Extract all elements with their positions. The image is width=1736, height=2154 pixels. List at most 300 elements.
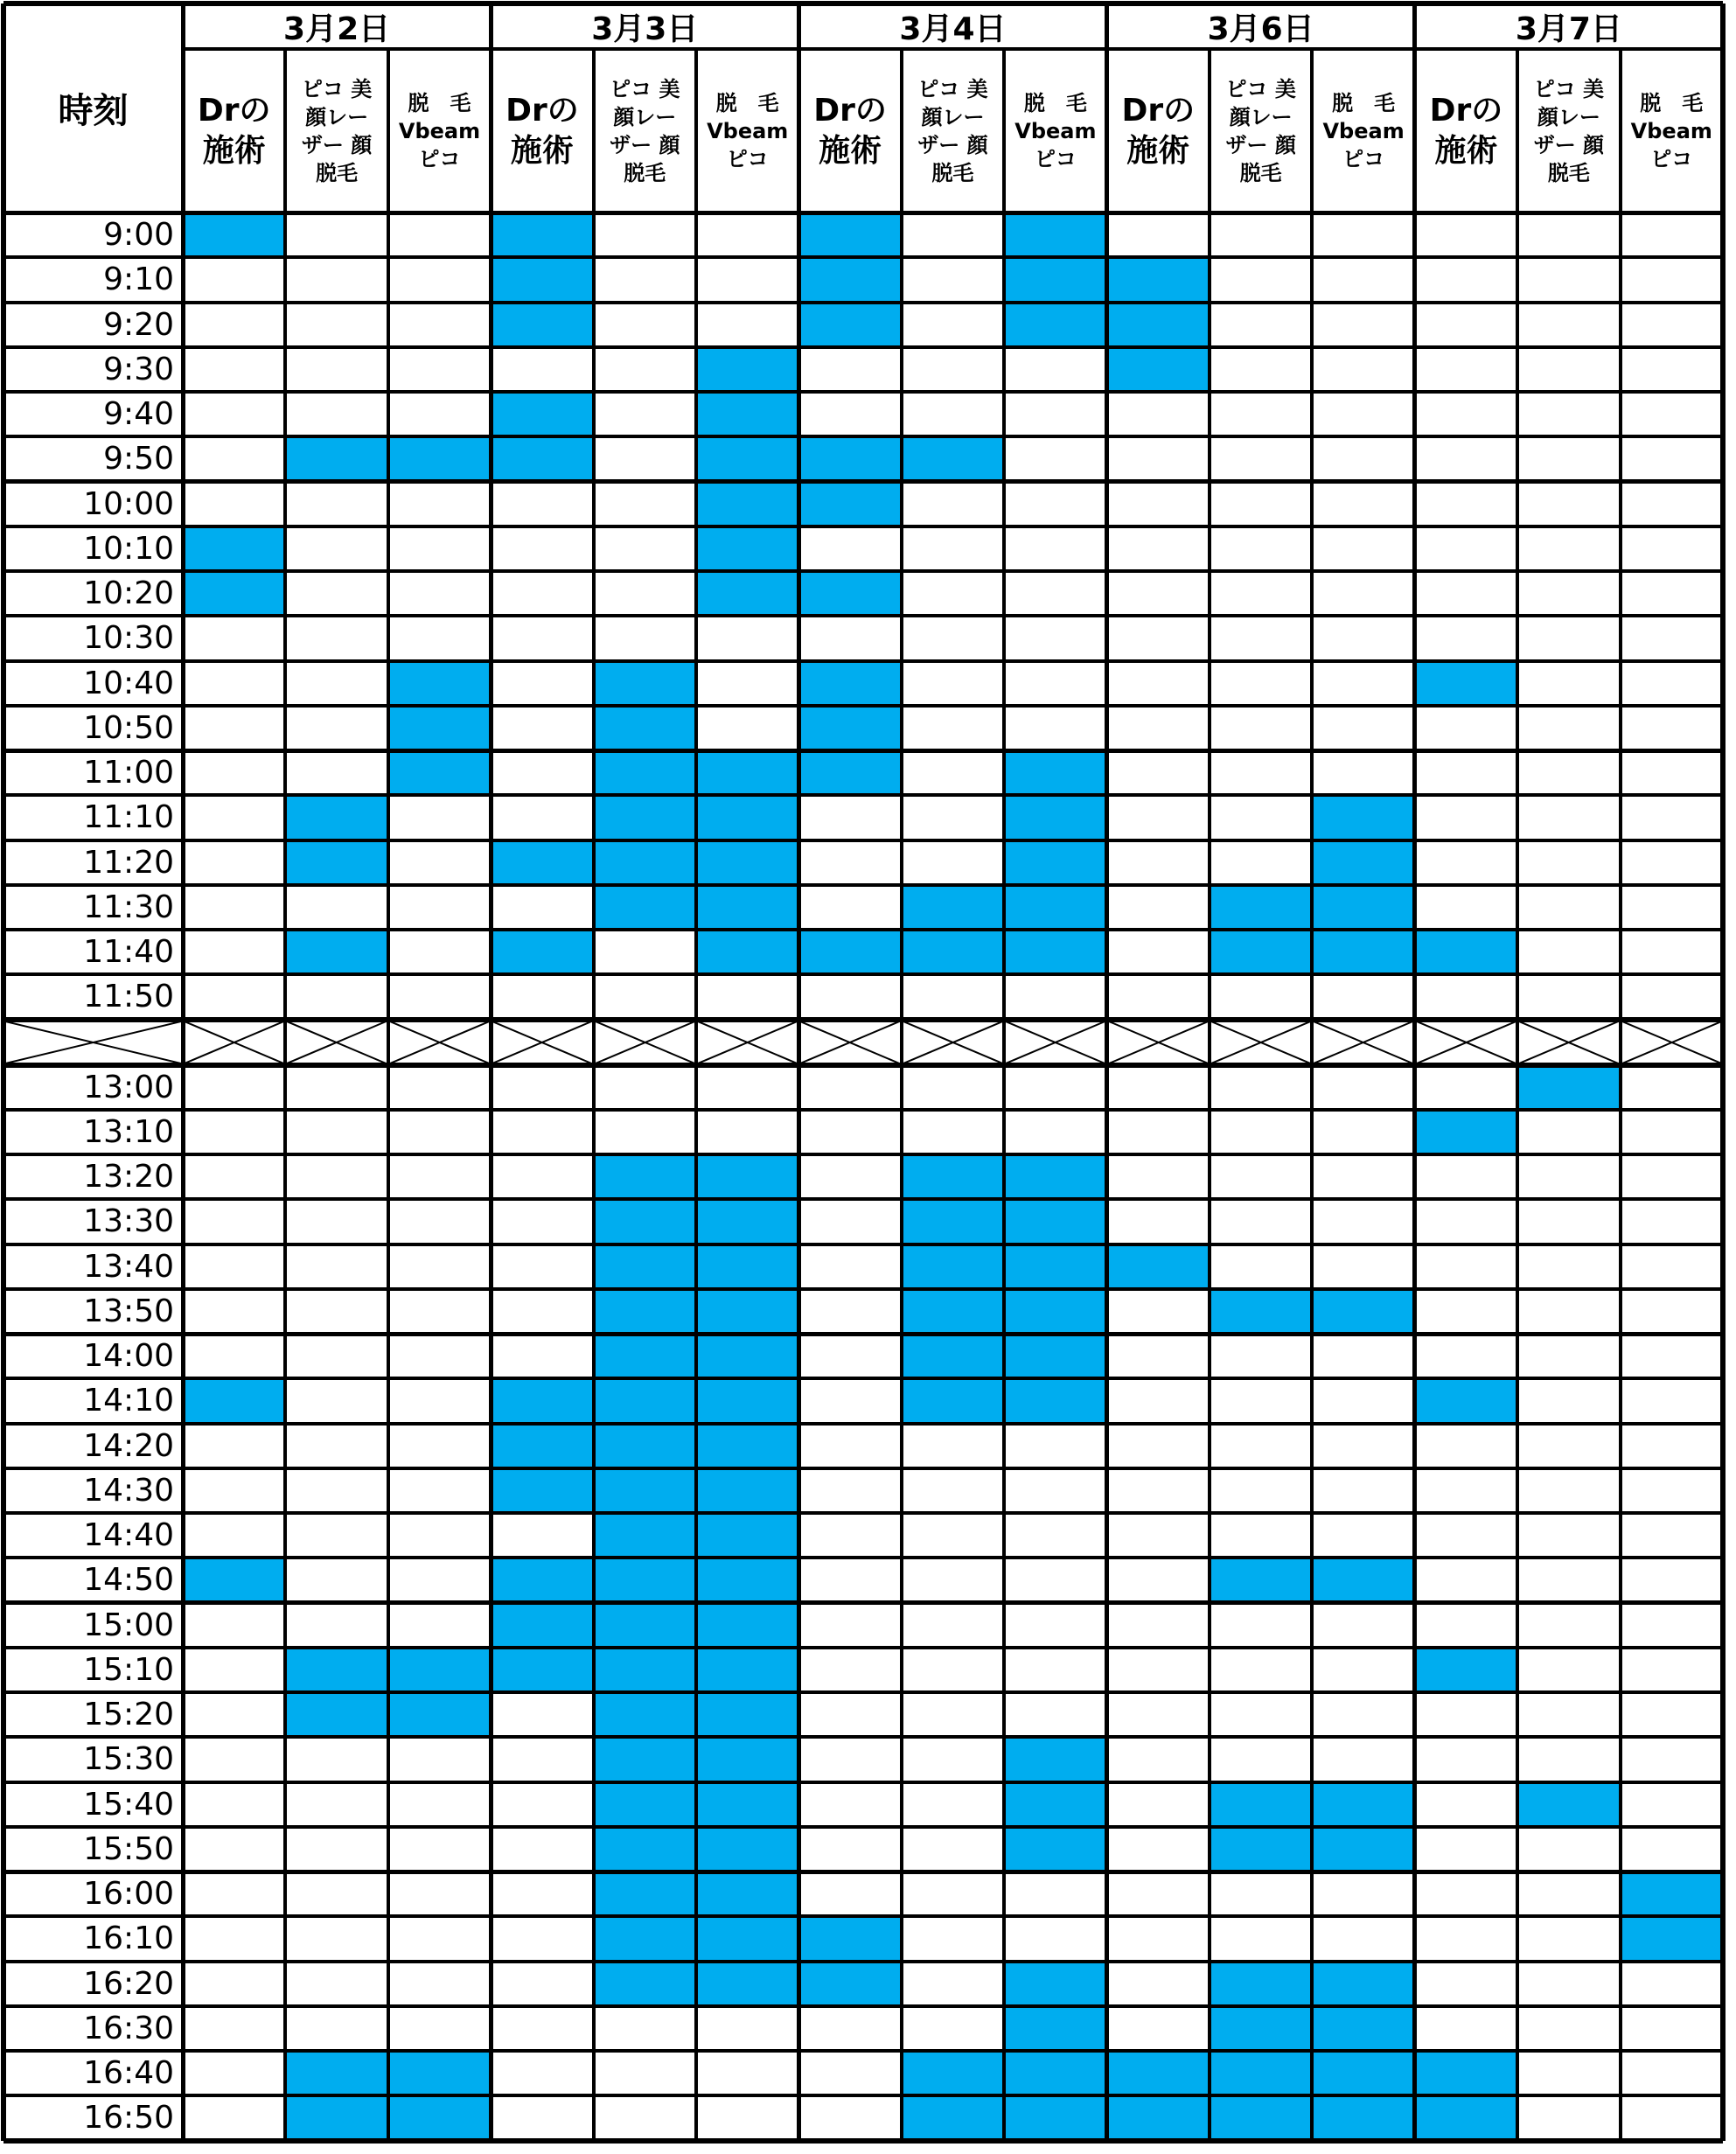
open-slot-cell [285, 1424, 387, 1468]
cross-mark-icon [1314, 1021, 1412, 1063]
booked-slot-cell [1004, 2006, 1106, 2051]
open-slot-cell [491, 795, 593, 840]
booked-slot-cell [1004, 1962, 1106, 2006]
open-slot-cell [491, 571, 593, 616]
date-header: 3月7日 [1415, 3, 1723, 49]
open-slot-cell [1415, 1154, 1517, 1199]
date-header: 3月6日 [1107, 3, 1415, 49]
open-slot-cell [285, 1289, 387, 1334]
open-slot-cell [1312, 1603, 1414, 1648]
open-slot-cell [1621, 303, 1723, 347]
open-slot-cell [1517, 303, 1620, 347]
open-slot-cell [1621, 1424, 1723, 1468]
booked-slot-cell [285, 930, 387, 974]
open-slot-cell [1517, 1692, 1620, 1737]
open-slot-cell [1621, 1199, 1723, 1244]
time-label: 16:20 [3, 1962, 183, 2006]
booked-slot-cell [1004, 1378, 1106, 1423]
booked-slot-cell [285, 1648, 387, 1692]
open-slot-cell [183, 1603, 285, 1648]
booked-slot-cell [1004, 750, 1106, 795]
grid-divider [1105, 3, 1109, 2141]
open-slot-cell [1107, 1782, 1210, 1827]
open-slot-cell [902, 1424, 1004, 1468]
open-slot-cell [696, 257, 798, 302]
open-slot-cell [798, 1603, 901, 1648]
booked-slot-cell [1210, 1782, 1312, 1827]
booked-slot-cell [696, 1827, 798, 1872]
open-slot-cell [1210, 1916, 1312, 1961]
open-slot-cell [1415, 840, 1517, 885]
booked-slot-cell [1312, 2006, 1414, 2051]
open-slot-cell [491, 661, 593, 706]
booked-slot-cell [798, 482, 901, 526]
open-slot-cell [285, 1065, 387, 1110]
booked-slot-cell [1415, 2095, 1517, 2140]
time-label: 11:20 [3, 840, 183, 885]
time-label: 11:50 [3, 974, 183, 1019]
open-slot-cell [1004, 1110, 1106, 1154]
open-slot-cell [1415, 1289, 1517, 1334]
open-slot-cell [1517, 1468, 1620, 1513]
cross-mark-icon [5, 1021, 181, 1063]
lunch-break-cell [491, 1020, 593, 1065]
open-slot-cell [285, 706, 387, 750]
open-slot-cell [1415, 303, 1517, 347]
open-slot-cell [1210, 392, 1312, 436]
booked-slot-cell [1621, 1872, 1723, 1916]
open-slot-cell [1107, 436, 1210, 481]
open-slot-cell [1004, 347, 1106, 392]
open-slot-cell [902, 974, 1004, 1019]
open-slot-cell [1004, 526, 1106, 571]
open-slot-cell [285, 1782, 387, 1827]
time-label: 16:10 [3, 1916, 183, 1961]
open-slot-cell [1517, 840, 1620, 885]
open-slot-cell [798, 1199, 901, 1244]
booked-slot-cell [902, 1154, 1004, 1199]
open-slot-cell [1210, 1424, 1312, 1468]
open-slot-cell [798, 392, 901, 436]
open-slot-cell [1210, 526, 1312, 571]
open-slot-cell [1415, 2006, 1517, 2051]
time-label: 9:00 [3, 213, 183, 257]
open-slot-cell [1107, 1199, 1210, 1244]
booked-slot-cell [902, 930, 1004, 974]
open-slot-cell [1621, 1603, 1723, 1648]
open-slot-cell [183, 303, 285, 347]
open-slot-cell [1312, 213, 1414, 257]
booked-slot-cell [1004, 257, 1106, 302]
grid-divider [3, 749, 1723, 753]
open-slot-cell [594, 257, 696, 302]
open-slot-cell [1107, 1065, 1210, 1110]
open-slot-cell [285, 1154, 387, 1199]
booked-slot-cell [594, 1199, 696, 1244]
open-slot-cell [388, 1289, 491, 1334]
booked-slot-cell [798, 706, 901, 750]
open-slot-cell [285, 1872, 387, 1916]
open-slot-cell [491, 1244, 593, 1289]
booked-slot-cell [696, 750, 798, 795]
open-slot-cell [1517, 1872, 1620, 1916]
open-slot-cell [798, 526, 901, 571]
column-header-pico: ピコ 美 顔レー ザー 顔 脱毛 [285, 49, 387, 213]
open-slot-cell [594, 2051, 696, 2095]
open-slot-cell [1517, 1110, 1620, 1154]
open-slot-cell [1312, 436, 1414, 481]
open-slot-cell [1107, 1558, 1210, 1602]
booked-slot-cell [183, 213, 285, 257]
booked-slot-cell [696, 885, 798, 930]
booked-slot-cell [1312, 840, 1414, 885]
open-slot-cell [1621, 1513, 1723, 1558]
open-slot-cell [1621, 526, 1723, 571]
lunch-break-cell [594, 1020, 696, 1065]
open-slot-cell [183, 1513, 285, 1558]
open-slot-cell [798, 1782, 901, 1827]
open-slot-cell [1517, 436, 1620, 481]
open-slot-cell [491, 347, 593, 392]
open-slot-cell [1517, 1154, 1620, 1199]
open-slot-cell [1312, 1424, 1414, 1468]
booked-slot-cell [388, 1648, 491, 1692]
open-slot-cell [1621, 436, 1723, 481]
booked-slot-cell [491, 257, 593, 302]
open-slot-cell [696, 974, 798, 1019]
open-slot-cell [1312, 1916, 1414, 1961]
open-slot-cell [1517, 1737, 1620, 1781]
open-slot-cell [1312, 1065, 1414, 1110]
open-slot-cell [285, 2006, 387, 2051]
open-slot-cell [1312, 1199, 1414, 1244]
open-slot-cell [388, 930, 491, 974]
column-header-dr: Drの 施術 [1415, 49, 1517, 213]
open-slot-cell [388, 1782, 491, 1827]
booked-slot-cell [902, 885, 1004, 930]
open-slot-cell [1312, 661, 1414, 706]
open-slot-cell [285, 392, 387, 436]
open-slot-cell [594, 571, 696, 616]
open-slot-cell [1312, 257, 1414, 302]
time-label: 13:00 [3, 1065, 183, 1110]
booked-slot-cell [798, 750, 901, 795]
cross-mark-icon [1006, 1021, 1105, 1063]
time-label: 14:10 [3, 1378, 183, 1423]
open-slot-cell [902, 1782, 1004, 1827]
open-slot-cell [1004, 571, 1106, 616]
booked-slot-cell [594, 706, 696, 750]
open-slot-cell [1621, 1244, 1723, 1289]
booked-slot-cell [1621, 1916, 1723, 1961]
open-slot-cell [1210, 1872, 1312, 1916]
open-slot-cell [388, 1558, 491, 1602]
open-slot-cell [798, 347, 901, 392]
open-slot-cell [183, 930, 285, 974]
cross-mark-icon [903, 1021, 1002, 1063]
open-slot-cell [388, 1244, 491, 1289]
booked-slot-cell [1004, 795, 1106, 840]
booked-slot-cell [1210, 885, 1312, 930]
open-slot-cell [902, 1692, 1004, 1737]
open-slot-cell [388, 1737, 491, 1781]
open-slot-cell [1415, 1603, 1517, 1648]
open-slot-cell [1312, 616, 1414, 660]
open-slot-cell [491, 2095, 593, 2140]
open-slot-cell [1621, 974, 1723, 1019]
time-label: 13:50 [3, 1289, 183, 1334]
open-slot-cell [491, 1154, 593, 1199]
booked-slot-cell [696, 1244, 798, 1289]
booked-slot-cell [1415, 930, 1517, 974]
open-slot-cell [388, 840, 491, 885]
booked-slot-cell [696, 1513, 798, 1558]
open-slot-cell [1415, 257, 1517, 302]
open-slot-cell [1210, 1065, 1312, 1110]
open-slot-cell [183, 1916, 285, 1961]
open-slot-cell [594, 436, 696, 481]
booked-slot-cell [696, 526, 798, 571]
lunch-break-cell [1621, 1020, 1723, 1065]
open-slot-cell [1621, 1558, 1723, 1602]
open-slot-cell [1312, 571, 1414, 616]
open-slot-cell [1004, 706, 1106, 750]
time-label: 9:50 [3, 436, 183, 481]
open-slot-cell [1621, 1334, 1723, 1378]
time-label: 14:50 [3, 1558, 183, 1602]
booked-slot-cell [285, 436, 387, 481]
open-slot-cell [1107, 1603, 1210, 1648]
booked-slot-cell [1004, 2095, 1106, 2140]
open-slot-cell [183, 482, 285, 526]
open-slot-cell [798, 1737, 901, 1781]
open-slot-cell [1517, 213, 1620, 257]
open-slot-cell [1517, 1334, 1620, 1378]
open-slot-cell [1517, 482, 1620, 526]
booked-slot-cell [594, 1468, 696, 1513]
open-slot-cell [491, 1199, 593, 1244]
booked-slot-cell [798, 1916, 901, 1961]
time-label: 15:20 [3, 1692, 183, 1737]
open-slot-cell [1415, 1737, 1517, 1781]
time-label: 11:40 [3, 930, 183, 974]
open-slot-cell [285, 1334, 387, 1378]
booked-slot-cell [696, 1558, 798, 1602]
open-slot-cell [902, 2006, 1004, 2051]
open-slot-cell [388, 1424, 491, 1468]
open-slot-cell [1517, 795, 1620, 840]
booked-slot-cell [594, 885, 696, 930]
booked-slot-cell [594, 795, 696, 840]
open-slot-cell [1107, 1424, 1210, 1468]
grid-divider [3, 479, 1723, 484]
grid-divider [1, 3, 6, 2141]
grid-divider [3, 2138, 1723, 2144]
time-label: 14:00 [3, 1334, 183, 1378]
booked-slot-cell [388, 661, 491, 706]
booked-slot-cell [798, 436, 901, 481]
open-slot-cell [1107, 706, 1210, 750]
open-slot-cell [1517, 1558, 1620, 1602]
open-slot-cell [1517, 885, 1620, 930]
open-slot-cell [1621, 885, 1723, 930]
open-slot-cell [491, 482, 593, 526]
booked-slot-cell [1004, 213, 1106, 257]
time-label: 15:50 [3, 1827, 183, 1872]
booked-slot-cell [1312, 2051, 1414, 2095]
open-slot-cell [1621, 1154, 1723, 1199]
booked-slot-cell [491, 213, 593, 257]
open-slot-cell [388, 1065, 491, 1110]
open-slot-cell [388, 1468, 491, 1513]
open-slot-cell [1004, 392, 1106, 436]
booked-slot-cell [1415, 1648, 1517, 1692]
booked-slot-cell [1004, 1827, 1106, 1872]
open-slot-cell [285, 1468, 387, 1513]
open-slot-cell [1210, 1334, 1312, 1378]
open-slot-cell [183, 1065, 285, 1110]
open-slot-cell [1312, 706, 1414, 750]
open-slot-cell [1621, 257, 1723, 302]
time-label: 11:30 [3, 885, 183, 930]
time-label: 15:10 [3, 1648, 183, 1692]
booked-slot-cell [594, 1513, 696, 1558]
open-slot-cell [1107, 885, 1210, 930]
open-slot-cell [1415, 885, 1517, 930]
open-slot-cell [183, 974, 285, 1019]
open-slot-cell [388, 1513, 491, 1558]
open-slot-cell [798, 885, 901, 930]
booked-slot-cell [594, 1827, 696, 1872]
booked-slot-cell [594, 1244, 696, 1289]
open-slot-cell [696, 661, 798, 706]
open-slot-cell [1415, 571, 1517, 616]
open-slot-cell [798, 1378, 901, 1423]
open-slot-cell [1210, 1737, 1312, 1781]
open-slot-cell [183, 1110, 285, 1154]
open-slot-cell [1517, 1244, 1620, 1289]
open-slot-cell [798, 1692, 901, 1737]
open-slot-cell [1517, 616, 1620, 660]
open-slot-cell [594, 616, 696, 660]
booked-slot-cell [491, 1424, 593, 1468]
column-header-dr: Drの 施術 [183, 49, 285, 213]
open-slot-cell [388, 616, 491, 660]
open-slot-cell [696, 303, 798, 347]
open-slot-cell [1517, 1513, 1620, 1558]
open-slot-cell [1107, 2006, 1210, 2051]
column-header-dr: Drの 施術 [798, 49, 901, 213]
booked-slot-cell [1312, 930, 1414, 974]
open-slot-cell [183, 1827, 285, 1872]
open-slot-cell [1517, 1916, 1620, 1961]
open-slot-cell [798, 1110, 901, 1154]
open-slot-cell [1517, 347, 1620, 392]
booked-slot-cell [696, 436, 798, 481]
open-slot-cell [1312, 1110, 1414, 1154]
open-slot-cell [798, 1154, 901, 1199]
booked-slot-cell [594, 1782, 696, 1827]
open-slot-cell [798, 795, 901, 840]
booked-slot-cell [696, 1916, 798, 1961]
cross-mark-icon [698, 1021, 797, 1063]
booked-slot-cell [285, 795, 387, 840]
open-slot-cell [1107, 213, 1210, 257]
open-slot-cell [1415, 1513, 1517, 1558]
open-slot-cell [1312, 1513, 1414, 1558]
open-slot-cell [1107, 1334, 1210, 1378]
booked-slot-cell [696, 1648, 798, 1692]
open-slot-cell [902, 1513, 1004, 1558]
open-slot-cell [491, 2006, 593, 2051]
open-slot-cell [902, 1603, 1004, 1648]
booked-slot-cell [1415, 1378, 1517, 1423]
open-slot-cell [1517, 661, 1620, 706]
open-slot-cell [491, 2051, 593, 2095]
booked-slot-cell [696, 571, 798, 616]
open-slot-cell [798, 2006, 901, 2051]
open-slot-cell [1517, 2051, 1620, 2095]
open-slot-cell [183, 2051, 285, 2095]
booked-slot-cell [1004, 1334, 1106, 1378]
booked-slot-cell [1004, 1782, 1106, 1827]
open-slot-cell [183, 392, 285, 436]
open-slot-cell [594, 974, 696, 1019]
booked-slot-cell [696, 795, 798, 840]
open-slot-cell [183, 750, 285, 795]
open-slot-cell [183, 1334, 285, 1378]
open-slot-cell [1312, 1692, 1414, 1737]
booked-slot-cell [1004, 1244, 1106, 1289]
open-slot-cell [1415, 1872, 1517, 1916]
open-slot-cell [1517, 1648, 1620, 1692]
booked-slot-cell [1107, 303, 1210, 347]
open-slot-cell [388, 1827, 491, 1872]
open-slot-cell [491, 1692, 593, 1737]
time-label: 9:20 [3, 303, 183, 347]
open-slot-cell [1107, 482, 1210, 526]
open-slot-cell [902, 526, 1004, 571]
open-slot-cell [491, 974, 593, 1019]
open-slot-cell [1210, 1199, 1312, 1244]
open-slot-cell [1004, 436, 1106, 481]
schedule-table [3, 3, 1732, 2151]
booked-slot-cell [1107, 2051, 1210, 2095]
booked-slot-cell [798, 571, 901, 616]
booked-slot-cell [1004, 885, 1106, 930]
open-slot-cell [1517, 1289, 1620, 1334]
open-slot-cell [902, 1827, 1004, 1872]
booked-slot-cell [491, 303, 593, 347]
open-slot-cell [1107, 1513, 1210, 1558]
open-slot-cell [1107, 616, 1210, 660]
lunch-break-cell [3, 1020, 183, 1065]
open-slot-cell [902, 347, 1004, 392]
open-slot-cell [285, 482, 387, 526]
open-slot-cell [1621, 347, 1723, 392]
booked-slot-cell [902, 1199, 1004, 1244]
open-slot-cell [1004, 1424, 1106, 1468]
open-slot-cell [798, 1244, 901, 1289]
booked-slot-cell [388, 1692, 491, 1737]
open-slot-cell [902, 1468, 1004, 1513]
booked-slot-cell [1004, 2051, 1106, 2095]
open-slot-cell [594, 1065, 696, 1110]
booked-slot-cell [594, 1692, 696, 1737]
open-slot-cell [798, 840, 901, 885]
booked-slot-cell [696, 1424, 798, 1468]
open-slot-cell [902, 750, 1004, 795]
